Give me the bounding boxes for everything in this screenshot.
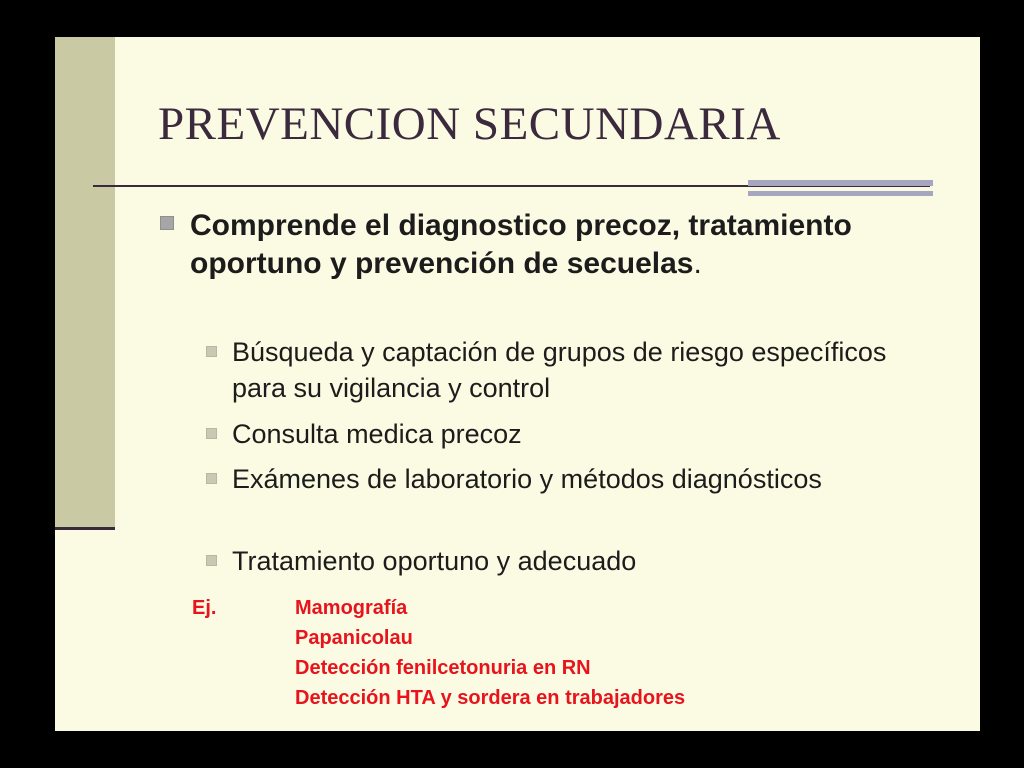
- square-bullet-icon: [206, 473, 217, 484]
- sub-bullet-text: Consulta medica precoz: [232, 419, 522, 449]
- title-divider-accent-lower: [748, 191, 933, 196]
- side-accent-bar: [55, 37, 115, 529]
- example-item: Detección HTA y sordera en trabajadores: [295, 687, 686, 709]
- square-bullet-icon: [160, 216, 174, 230]
- title-divider-accent: [748, 180, 933, 186]
- sub-bullet: [206, 461, 926, 497]
- sub-bullet: [206, 334, 926, 406]
- slide: [55, 37, 980, 731]
- sub-bullet-text: Exámenes de laboratorio y métodos diagnósticos: [232, 464, 822, 494]
- main-bullet-text: Comprende el diagnostico precoz, tratamiento oportuno y prevención de secuelas: [190, 209, 852, 280]
- example-label: Ej.: [192, 597, 217, 619]
- square-bullet-icon: [206, 555, 217, 566]
- example-item: Mamografía: [295, 597, 408, 619]
- sub-bullet-text: Búsqueda y captación de grupos de riesgo específicos para su vigilancia y control: [232, 337, 887, 403]
- square-bullet-icon: [206, 428, 217, 439]
- side-bar-underline: [55, 527, 115, 530]
- slide-title: PREVENCION SECUNDARIA: [158, 98, 781, 150]
- main-bullet-period: .: [693, 247, 702, 280]
- example-list: [295, 593, 685, 713]
- sub-bullet: [206, 543, 926, 579]
- square-bullet-icon: [206, 346, 217, 357]
- main-bullet: [160, 207, 920, 283]
- sub-bullet-text: Tratamiento oportuno y adecuado: [232, 546, 637, 576]
- example-item: Detección fenilcetonuria en RN: [295, 657, 591, 679]
- example-item: Papanicolau: [295, 627, 413, 649]
- sub-bullet: [206, 416, 926, 452]
